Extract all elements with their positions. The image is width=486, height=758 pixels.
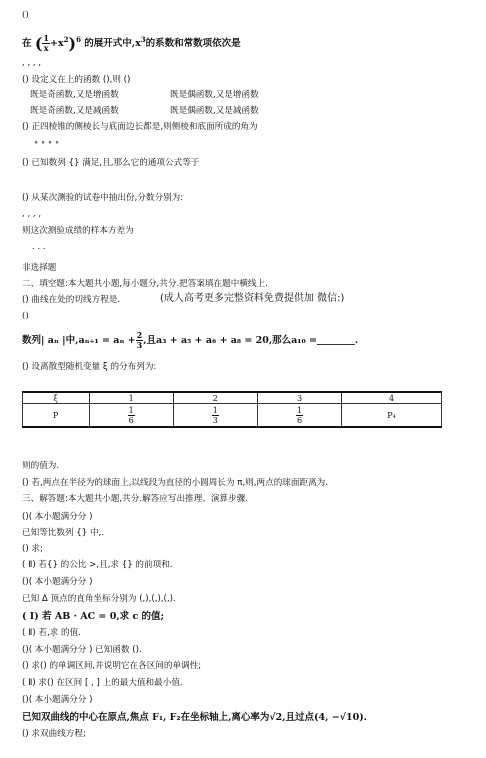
- table-cell: 4: [342, 392, 442, 404]
- text: 的系数和常数项依次是: [145, 38, 241, 50]
- question-header: ()( 本小题满分分 ): [22, 695, 93, 705]
- question-hyperbola: 已知双曲线的中心在原点,焦点 F₁, F₂在坐标轴上,离心率为√2,且过点(4, −√10).: [22, 712, 367, 723]
- question-function: () 设定义在上的函数 (),则 (): [22, 75, 131, 85]
- q-number: (): [22, 311, 29, 321]
- option-b: 既是偶函数,又是增函数: [170, 90, 259, 100]
- text: 的展开式中,: [84, 38, 136, 50]
- table-cell: 2: [173, 392, 257, 404]
- options: , , , ,: [22, 58, 42, 68]
- table-cell: $\frac{1}{6}$: [257, 404, 341, 427]
- question-header: ()( 本小题满分分 ) 已知函数 ().: [22, 645, 142, 655]
- question-pyramid: () 正四棱锥的侧棱长与底面边长都是,则侧棱和底面所成的角为: [22, 122, 258, 132]
- exponent: 6: [76, 35, 81, 44]
- ad-text: (成人高考更多完整资料免费提供加 微信:): [160, 293, 345, 304]
- q-number: (): [22, 10, 29, 20]
- math-term: +x: [49, 38, 64, 50]
- options: ∘ ∘ ∘ ∘: [34, 138, 60, 148]
- table-cell: P: [23, 404, 90, 427]
- scores: , , , ,: [22, 209, 42, 219]
- section-solution: 三、解答题:本大题共小题,共分.解答应写出推理、演算步骤.: [22, 494, 248, 504]
- fraction: $\frac{1}{x}$: [43, 33, 49, 54]
- question-arith-seq: 数列| aₙ |中,aₙ₊₁ = aₙ + $\frac{2}{3}$ ,且a₃ + a₅ + a₆ + a₈ = 20,那么a₁₀ =________.: [22, 330, 359, 350]
- question-value: 则的值为.: [22, 461, 60, 471]
- question-part: ( Ⅱ) 求() 在区间 [ , ] 上的最大值和最小值.: [22, 678, 183, 688]
- question-header: ()( 本小题满分分 ): [22, 512, 93, 522]
- question-text: 已知等比数列 {} 中,.: [22, 528, 105, 538]
- question-part: ( Ⅰ) 若 AB · AC = 0,求 c 的值;: [22, 611, 165, 622]
- question-part: ( Ⅱ) 若,求 的值.: [22, 628, 81, 638]
- vector-expression: AB · AC = 0: [54, 611, 117, 622]
- question-part: () 求() 的单调区间,并说明它在各区间的单调性;: [22, 661, 202, 671]
- table-cell: $\frac{1}{6}$: [89, 404, 173, 427]
- text: 在: [22, 38, 32, 50]
- section-fill-blank: 二、填空题:本大题共小题,每小题分,共分.把答案填在题中横线上.: [22, 279, 268, 289]
- question-scores: () 从某次测验的试卷中抽出份,分数分别为:: [22, 193, 184, 203]
- options: . . .: [32, 242, 46, 252]
- question-distribution: () 设离散型随机变量 ξ 的分布列为:: [22, 362, 157, 372]
- question-sphere: () 若,两点在半径为的球面上,以线段为直径的小圆周长为 π,则,两点的球面距离为.: [22, 478, 329, 488]
- question-part: () 求;: [22, 544, 43, 554]
- question-part: ( Ⅱ) 若{} 的公比 >,且,求 {} 的前项和.: [22, 560, 173, 570]
- question-sequence: () 已知数列 {} 满足,且,那么它的通项公式等于: [22, 158, 200, 168]
- question-part: () 求双曲线方程;: [22, 729, 86, 739]
- table-cell: 3: [257, 392, 341, 404]
- table-cell: 1: [89, 392, 173, 404]
- table-cell: ξ: [23, 392, 90, 404]
- table-cell: $\frac{1}{3}$: [173, 404, 257, 427]
- question-variance: 则这次测验成绩的样本方差为: [22, 226, 134, 236]
- option-d: 既是偶函数,又是减函数: [170, 106, 259, 116]
- option-a: 既是奇函数,又是增函数: [30, 90, 119, 100]
- question-text: 已知 Δ 顶点的直角坐标分别为 (,),(,),(,).: [22, 594, 176, 604]
- table-cell: P₄: [342, 404, 442, 427]
- question-binomial: 在 ( $\frac{1}{x}$ $+x^2)^6$ 的展开式中$,x^3$的系数和常数项依次是: [22, 33, 241, 54]
- question-header: ()( 本小题满分分 ): [22, 577, 93, 587]
- question-tangent: () 曲线在处的切线方程是.: [22, 295, 121, 305]
- section-heading: 非选择题: [22, 263, 57, 273]
- option-c: 既是奇函数,又是减函数: [30, 106, 119, 116]
- distribution-table: [22, 391, 442, 428]
- fraction: $\frac{2}{3}$: [136, 330, 143, 350]
